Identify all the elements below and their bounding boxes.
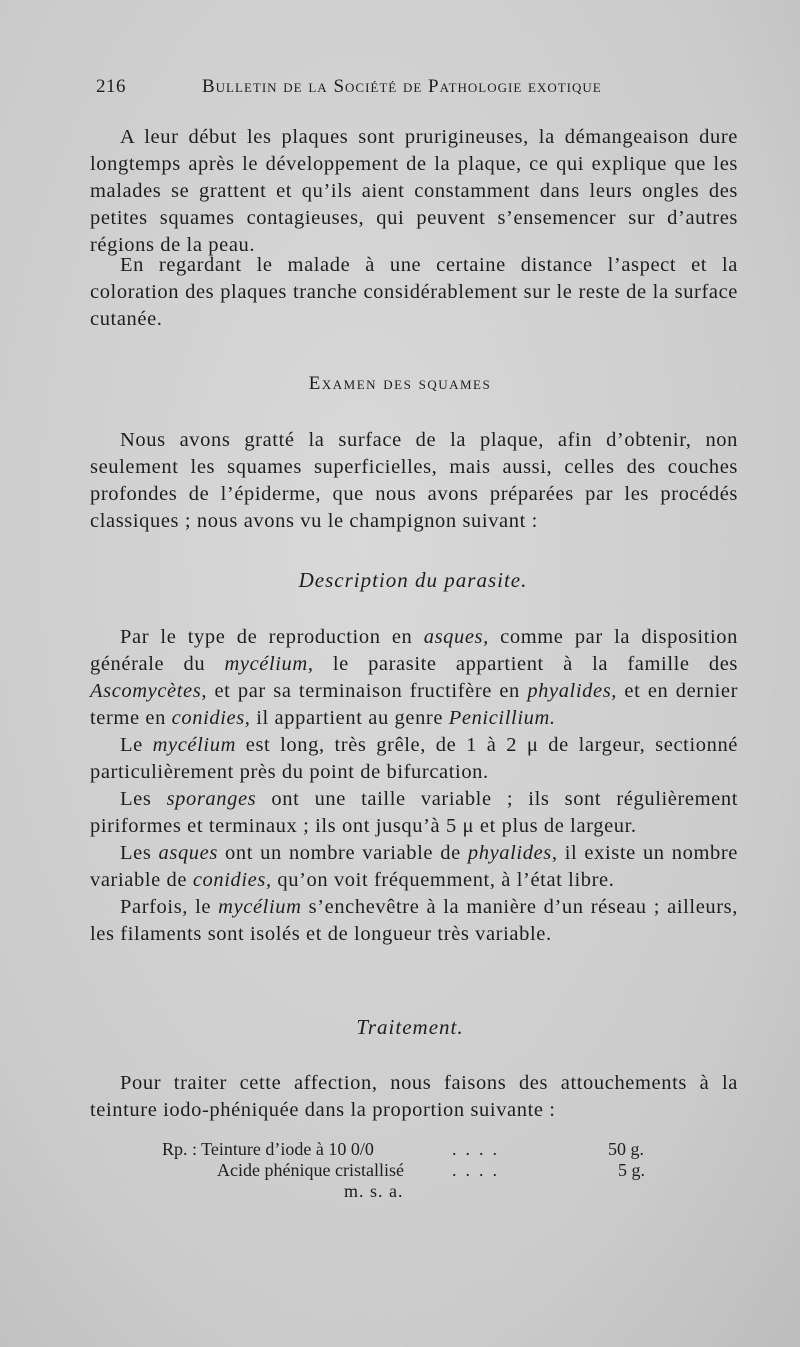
recipe-dots: .... <box>452 1160 506 1180</box>
paragraph: A leur début les plaques sont prurigineuses, la démangeaison dure longtemps après le développement de la plaque, ce qui explique que les malades se grattent et qu’ils aient constamment dans leurs ongles des petites squames contagieuses, qui peuvent s’ensemencer sur d’autres régions de la peau. <box>90 126 738 256</box>
paragraph: En regardant le malade à une certaine distance l’aspect et la coloration des plaques tranche considérablement sur le reste de la surface cutanée. <box>90 254 738 330</box>
paragraph: Les asques ont un nombre variable de phyalides, il existe un nombre variable de conidies, qu’on voit fréquemment, à l’état libre. <box>90 842 738 891</box>
prescription-recipe <box>162 1139 662 1202</box>
intro-paragraph-2 <box>90 252 738 333</box>
recipe-line <box>162 1139 662 1160</box>
traitement-paragraph <box>90 1070 738 1124</box>
recipe-ingredient: Acide phénique cristallisé <box>217 1160 404 1180</box>
section-heading-traitement: Traitement. <box>356 1015 464 1039</box>
intro-paragraphs <box>90 124 738 259</box>
section-heading-examen: Examen des squames <box>308 373 492 394</box>
paragraph: Par le type de reproduction en asques, comme par la disposition générale du mycélium, le parasite appartient à la famille des Ascomycètes, et par sa terminaison fructifère en phyalides, et en dernier terme en conidies, il appartient au genre Penicillium. <box>90 626 739 729</box>
recipe-quantity: 5 g. <box>618 1160 645 1180</box>
journal-title: Bulletin de la Société de Pathologie exotique <box>202 76 602 97</box>
paragraph: Les sporanges ont une taille variable ; ils sont régulièrement piriformes et terminaux ; ils ont jusqu’à 5 μ et plus de largeur. <box>90 788 738 837</box>
paragraph: Pour traiter cette affection, nous faisons des attouchements à la teinture iodo-phéniquée dans la proportion suivante : <box>90 1072 738 1121</box>
paragraph: Nous avons gratté la surface de la plaque, afin d’obtenir, non seulement les squames superficielles, mais aussi, celles des couches profondes de l’épiderme, que nous avons préparées par les procédés classiques ; nous avons vu le champignon suivant : <box>90 429 738 532</box>
recipe-line <box>162 1181 662 1202</box>
description-paragraphs <box>90 624 738 948</box>
paragraph: Le mycélium est long, très grêle, de 1 à 2 μ de largeur, sectionné particulièrement près du point de bifurcation. <box>90 734 738 783</box>
paragraph: Parfois, le mycélium s’enchevêtre à la manière d’un réseau ; ailleurs, les filaments sont isolés et de longueur très variable. <box>90 896 738 945</box>
page-number: 216 <box>96 76 126 97</box>
recipe-quantity: 50 g. <box>608 1139 644 1159</box>
recipe-line <box>162 1160 662 1181</box>
examen-paragraph <box>90 427 738 535</box>
recipe-dots: .... <box>452 1139 506 1159</box>
recipe-instruction: m. s. a. <box>344 1181 404 1201</box>
recipe-ingredient: Rp. : Teinture d’iode à 10 0/0 <box>162 1139 374 1159</box>
section-heading-description: Description du parasite. <box>298 568 528 592</box>
